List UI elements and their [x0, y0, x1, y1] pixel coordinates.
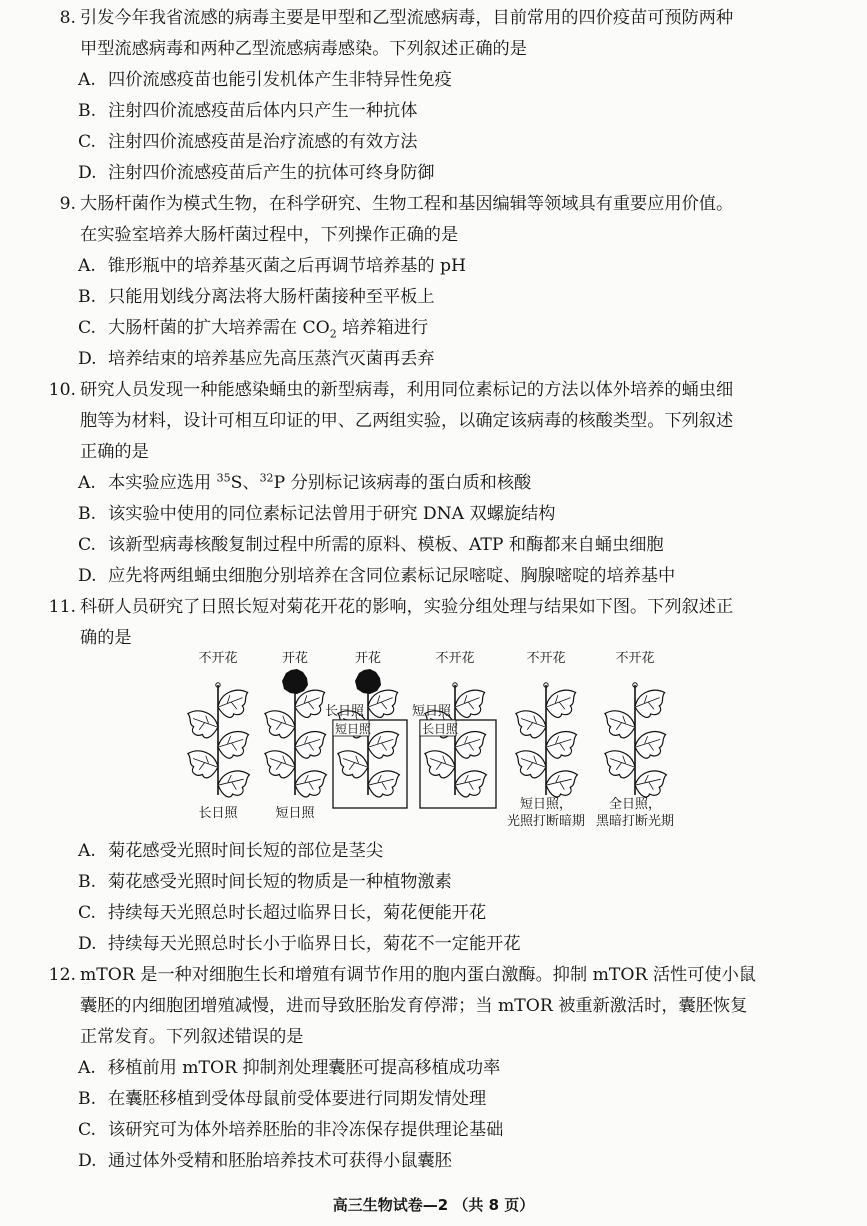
bottom-label-line1: 全日照， — [608, 797, 662, 812]
superscript: 35 — [216, 471, 231, 485]
option-label: C. — [78, 132, 97, 152]
option-label: C. — [78, 318, 97, 338]
stem-line: 确的是 — [80, 628, 132, 648]
bottom-label: 长日照 — [198, 806, 238, 821]
option-label: B. — [78, 1089, 97, 1109]
option-d — [78, 344, 435, 375]
bottom-label-line2: 黑暗打断光期 — [595, 814, 675, 829]
question-stem — [80, 3, 733, 65]
option-label: B. — [78, 504, 97, 524]
option-text: 持续每天光照总时长超过临界日长，菊花便能开花 — [108, 903, 487, 923]
plant-1 — [184, 683, 252, 798]
stem-line: 研究人员发现一种能感染蛹虫的新型病毒，利用同位素标记的方法以体外培养的蛹虫细 — [80, 380, 734, 400]
option-label: B. — [78, 287, 97, 307]
stem-line: mTOR 是一种对细胞生长和增殖有调节作用的胞内蛋白激酶。抑制 mTOR 活性可使小鼠 — [80, 965, 756, 985]
chrysanthemum-experiment-figure — [180, 645, 680, 830]
top-label: 开花 — [281, 651, 309, 666]
option-label: C. — [78, 535, 97, 555]
plant-6 — [601, 683, 669, 798]
option-label: B. — [78, 872, 97, 892]
option-text: 培养箱进行 — [336, 318, 429, 338]
option-a — [78, 251, 466, 282]
option-text: 注射四价流感疫苗后产生的抗体可终身防御 — [108, 163, 435, 183]
option-text: 菊花感受光照时间长短的部位是茎尖 — [108, 841, 384, 861]
option-b — [78, 282, 435, 313]
option-b — [78, 96, 417, 127]
option-text: S、 — [230, 473, 260, 493]
option-text: 应先将两组蛹虫细胞分别培养在含同位素标记尿嘧啶、胸腺嘧啶的培养基中 — [108, 566, 676, 586]
option-b — [78, 499, 555, 530]
plant-2 — [261, 669, 329, 798]
option-text: 通过体外受精和胚胎培养技术可获得小鼠囊胚 — [108, 1151, 452, 1171]
option-label: A. — [78, 473, 96, 493]
box-inner-label: 长日照 — [422, 722, 459, 736]
option-a — [78, 1053, 500, 1084]
option-text: 注射四价流感疫苗是治疗流感的有效方法 — [108, 132, 418, 152]
bottom-label: 短日照 — [275, 806, 315, 821]
option-text: 该研究可为体外培养胚胎的非冷冻保存提供理论基础 — [108, 1120, 504, 1140]
question-number: 9. — [59, 194, 76, 214]
option-text: 菊花感受光照时间长短的物质是一种植物激素 — [108, 872, 452, 892]
option-text: 该实验中使用的同位素标记法曾用于研究 DNA 双螺旋结构 — [108, 504, 556, 524]
box-inner-label: 短日照 — [335, 722, 372, 736]
top-label: 不开花 — [435, 651, 475, 666]
option-text: 在囊胚移植到受体母鼠前受体要进行同期发情处理 — [108, 1089, 487, 1109]
option-text: 本实验应选用 — [108, 473, 217, 493]
top-label: 不开花 — [198, 651, 238, 666]
top-label: 不开花 — [615, 651, 655, 666]
top-label: 不开花 — [526, 651, 566, 666]
stem-line: 引发今年我省流感的病毒主要是甲型和乙型流感病毒，目前常用的四价疫苗可预防两种 — [80, 8, 734, 28]
stem-line: 甲型流感病毒和两种乙型流感病毒感染。下列叙述正确的是 — [80, 39, 527, 59]
superscript: 32 — [259, 471, 274, 485]
option-text: 注射四价流感疫苗后体内只产生一种抗体 — [108, 101, 418, 121]
option-a — [78, 468, 531, 499]
option-a — [78, 836, 383, 867]
option-b — [78, 867, 452, 898]
option-text: P 分别标记该病毒的蛋白质和核酸 — [273, 473, 532, 493]
question-stem — [80, 960, 756, 1053]
option-text: 锥形瓶中的培养基灭菌之后再调节培养基的 pH — [108, 256, 467, 276]
stem-line: 胞等为材料，设计可相互印证的甲、乙两组实验，以确定该病毒的核酸类型。下列叙述 — [80, 411, 734, 431]
option-c — [78, 1115, 503, 1146]
plant-5 — [512, 683, 580, 798]
option-c — [78, 898, 486, 929]
top-label: 开花 — [354, 651, 382, 666]
stem-line: 正常发育。下列叙述错误的是 — [80, 1027, 304, 1047]
page-footer: 高三生物试卷—2 （共 8 页） — [332, 1196, 535, 1214]
option-label: A. — [78, 256, 96, 276]
bottom-label-line1: 短日照， — [519, 797, 573, 812]
option-label: D. — [78, 934, 97, 954]
option-label: D. — [78, 1151, 97, 1171]
stem-line: 正确的是 — [80, 442, 149, 462]
option-d — [78, 158, 435, 189]
stem-line: 在实验室培养大肠杆菌过程中，下列操作正确的是 — [80, 225, 459, 245]
option-a — [78, 65, 452, 96]
option-label: C. — [78, 903, 97, 923]
option-label: D. — [78, 566, 97, 586]
option-text: 大肠杆菌的扩大培养需在 CO — [108, 318, 330, 338]
question-number: 8. — [59, 8, 76, 28]
question-stem — [80, 189, 733, 251]
question-number: 12. — [48, 965, 76, 985]
question-number: 11. — [48, 597, 76, 617]
option-d — [78, 561, 675, 592]
option-c — [78, 313, 428, 344]
bottom-label-line2: 光照打断暗期 — [506, 814, 586, 829]
option-text: 该新型病毒核酸复制过程中所需的原料、模板、ATP 和酶都来自蛹虫细胞 — [108, 535, 664, 555]
option-c — [78, 530, 664, 561]
option-d — [78, 929, 521, 960]
option-label: C. — [78, 1120, 97, 1140]
option-text: 四价流感疫苗也能引发机体产生非特异性免疫 — [108, 70, 452, 90]
option-text: 只能用划线分离法将大肠杆菌接种至平板上 — [108, 287, 435, 307]
option-c — [78, 127, 417, 158]
option-text: 培养结束的培养基应先高压蒸汽灭菌再丢弃 — [108, 349, 435, 369]
option-label: A. — [78, 70, 96, 90]
option-label: D. — [78, 163, 97, 183]
question-number: 10. — [48, 380, 76, 400]
stem-line: 囊胚的内细胞团增殖减慢，进而导致胚胎发育停滞；当 mTOR 被重新激活时，囊胚恢复 — [80, 996, 748, 1016]
stem-line: 科研人员研究了日照长短对菊花开花的影响，实验分组处理与结果如下图。下列叙述正 — [80, 597, 734, 617]
box-outer-label: 长日照 — [325, 704, 365, 719]
option-b — [78, 1084, 486, 1115]
question-stem — [80, 375, 733, 468]
option-text: 持续每天光照总时长小于临界日长，菊花不一定能开花 — [108, 934, 521, 954]
option-label: A. — [78, 841, 96, 861]
stem-line: 大肠杆菌作为模式生物，在科学研究、生物工程和基因编辑等领域具有重要应用价值。 — [80, 194, 734, 214]
box-outer-label: 短日照 — [412, 704, 452, 719]
option-label: D. — [78, 349, 97, 369]
option-label: A. — [78, 1058, 96, 1078]
option-d — [78, 1146, 452, 1177]
plant-4 — [421, 683, 489, 798]
option-text: 移植前用 mTOR 抑制剂处理囊胚可提高移植成功率 — [108, 1058, 501, 1078]
option-label: B. — [78, 101, 97, 121]
subscript: 2 — [329, 327, 337, 341]
